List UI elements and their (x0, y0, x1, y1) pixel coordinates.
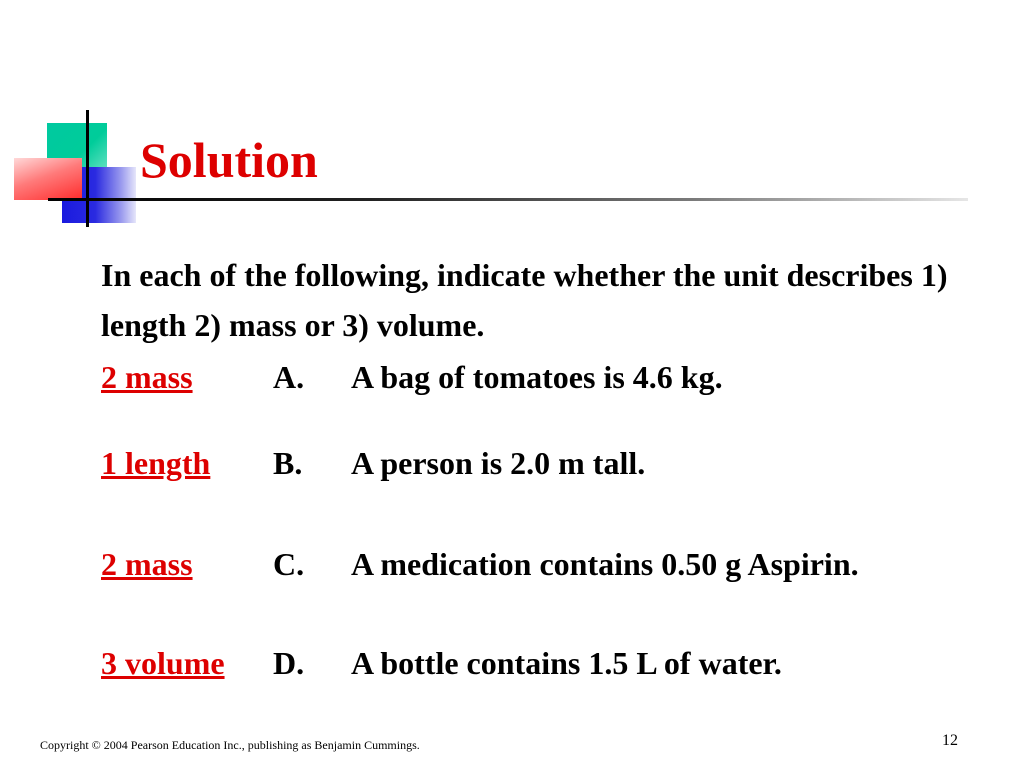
answer-label: 1 length (101, 445, 211, 481)
answer-label: 2 mass (101, 359, 193, 395)
item-letter: D. (273, 645, 305, 681)
answer-label: 2 mass (101, 546, 193, 582)
slide-title: Solution (140, 132, 318, 188)
item-letter: A. (273, 359, 305, 395)
item-letter: B. (273, 445, 303, 481)
decor-vertical-rule (86, 110, 89, 227)
title-underline-rule (48, 198, 968, 201)
item-statement: A medication contains 0.50 g Aspirin. (351, 546, 859, 582)
question-intro: In each of the following, indicate whether the unit describes 1) length 2) mass or 3) volume. (101, 257, 948, 343)
copyright-footer: Copyright © 2004 Pearson Education Inc., publishing as Benjamin Cummings. (40, 738, 420, 752)
item-statement: A bag of tomatoes is 4.6 kg. (351, 359, 723, 395)
item-statement: A person is 2.0 m tall. (351, 445, 646, 481)
item-statement: A bottle contains 1.5 L of water. (351, 645, 782, 681)
answer-label: 3 volume (101, 645, 225, 681)
item-letter: C. (273, 546, 305, 582)
decor-red-square (14, 158, 82, 200)
page-number: 12 (942, 732, 958, 749)
